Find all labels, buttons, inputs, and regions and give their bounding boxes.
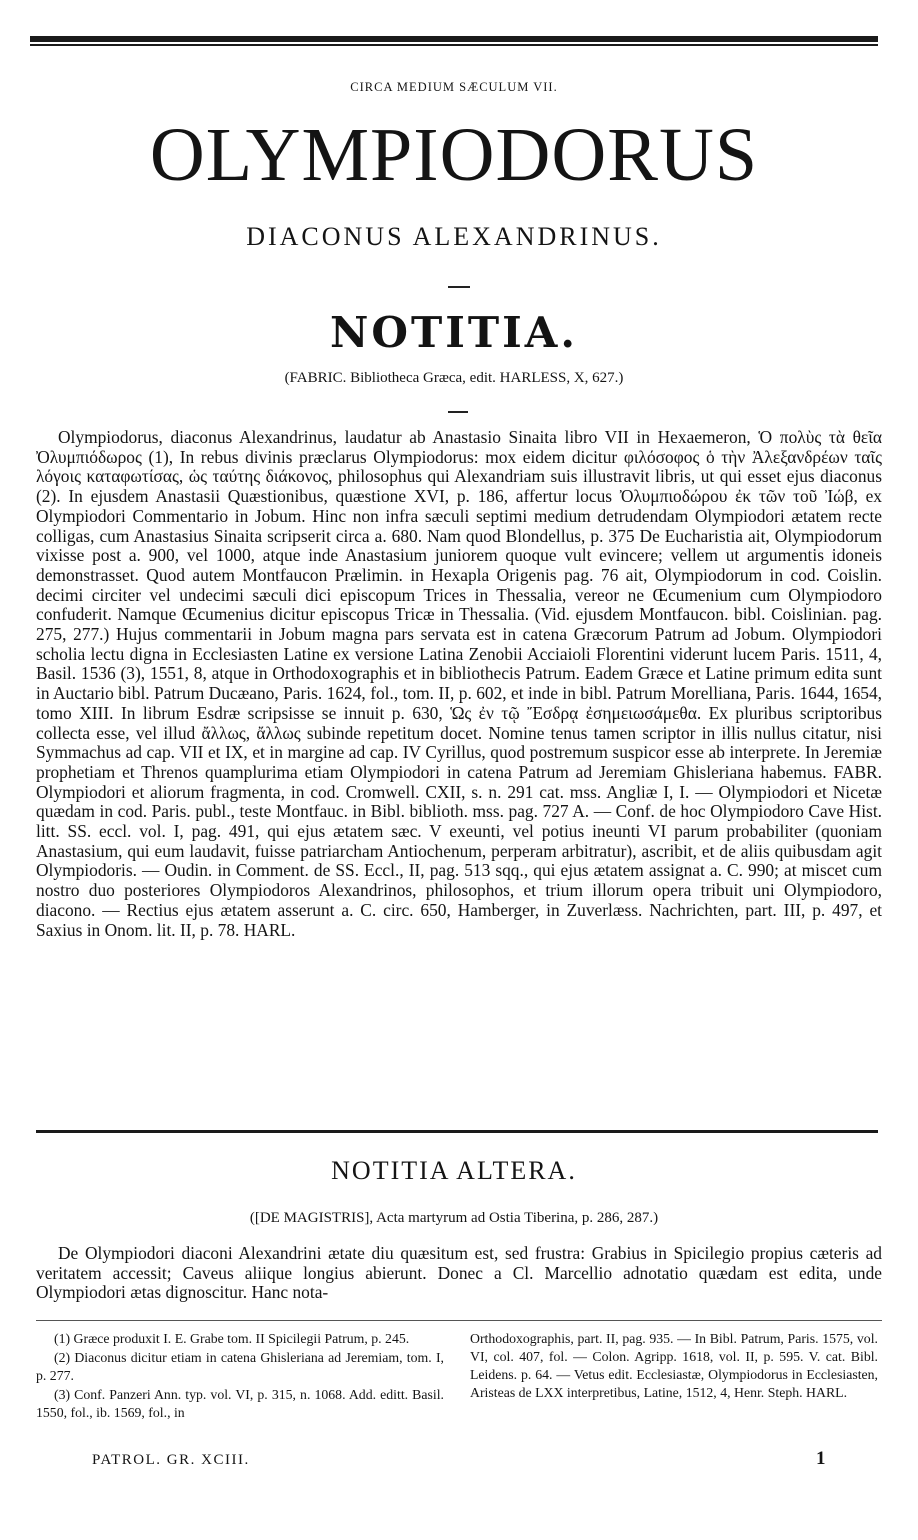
century-kicker: CIRCA MEDIUM SÆCULUM VII. bbox=[350, 80, 558, 94]
section-source: (FABRIC. Bibliotheca Græca, edit. HARLESS, X, 627.) bbox=[284, 370, 624, 386]
divider-dash bbox=[448, 411, 468, 413]
divider-dash bbox=[448, 286, 470, 288]
footnote: (3) Conf. Panzeri Ann. typ. vol. VI, p. 315, n. 1068. Add. editt. Basil. 1550, fol., ib. 1569, fol., in bbox=[36, 1387, 444, 1420]
top-rule-thin bbox=[30, 44, 878, 46]
footnotes-left-column bbox=[36, 1330, 444, 1423]
section-rule bbox=[36, 1130, 878, 1133]
page-number: 1 bbox=[816, 1448, 826, 1469]
volume-label: PATROL. GR. XCIII. bbox=[92, 1452, 250, 1468]
page-title: OLYMPIODORUS bbox=[149, 113, 759, 197]
footnote: (1) Græce produxit I. E. Grabe tom. II Spicilegii Patrum, p. 245. bbox=[54, 1331, 410, 1346]
footnote-continuation: Orthodoxographis, part. II, pag. 935. — In Bibl. Patrum, Paris. 1575, vol. VI, col. 407, fol. — Colon. Agripp. 1618, vol. II, p. 595. V. cat. Bibl. Leidens. p. 64. — Vetus edit. Ecclesiastæ, Olympiodorus in Ecclesiasten, Aristeas de LXX interpretibus, Latine, 1512, 4, Henr. Steph. HARL. bbox=[470, 1331, 878, 1400]
page-subtitle: DIACONUS ALEXANDRINUS. bbox=[246, 222, 662, 251]
footnote: (2) Diaconus dicitur etiam in catena Ghisleriana ad Jeremiam, tom. I, p. 277. bbox=[36, 1350, 444, 1383]
top-rule bbox=[30, 36, 878, 42]
section-source-altera: ([DE MAGISTRIS], Acta martyrum ad Ostia Tiberina, p. 286, 287.) bbox=[249, 1210, 659, 1226]
footnotes-right-column bbox=[470, 1330, 878, 1423]
altera-body: De Olympiodori diaconi Alexandrini ætate diu quæsitum est, sed frustra: Grabius in Spicilegio propius cæteris ad veritatem accessit; Caveus aliique longius abierunt. Donec a Cl. Marcellio adnotatio quædam est edita, unde Olympiodori ætas dignoscitur. Hanc nota- bbox=[36, 1243, 882, 1303]
footnotes bbox=[36, 1330, 878, 1423]
section-title: NOTITIA. bbox=[330, 308, 578, 357]
footnote-rule bbox=[36, 1320, 882, 1321]
notitia-body: Olympiodorus, diaconus Alexandrinus, laudatur ab Anastasio Sinaita libro VII in Hexaemeron, Ὁ πολὺς τὰ θεῖα Ὀλυμπιόδωρος (1), In rebus divinis præclarus Olympiodorus: mox eidem dicitur φιλόσοφος ὁ τὴν Ἀλεξανδρέων ταῖς λόγοις καταφωτίσας, ὡς ταύτης διάκονος, philosophus qui Alexandriam suis illustravit libris, ut qui esset ejus diaconus (2). In ejusdem Anastasii Quæstionibus, quæstione XVI, p. 186, affertur locus Ὀλυμπιοδώρου ἐκ τῶν τοῦ Ἰώβ, ex Olympiodori Commentario in Jobum. Hinc non infra sæculi septimi medium detrudendam Olympiodori ætatem recte colligas, cum Anastasius Sinaita scripserit circa a. 680. Nam quod Blondellus, p. 375 De Eucharistia ait, Olympiodorum vixisse post a. 900, vel 1000, atque inde Anastasium juniorem quoque vult evincere; vellem ut argumentis idoneis demonstrasset. Quod autem Montfaucon Prælimin. in Hexapla Origenis pag. 76 ait, Olympiodorum in cod. Coislin. decimi circiter vel undecimi sæculi dici episcopum Trices in Thessalia, vereor ne Œcumenium cum Olympiodoro confuderit. Namque Œcumenius dicitur episcopus Tricæ in Thessalia. (Vid. ejusdem Montfaucon. bibl. Coislinian. pag. 275, 277.) Hujus commentarii in Jobum magna pars servata est in catena Græcorum Patrum ad Jobum. Olympiodori scholia lectu digna in Ecclesiasten Latine ex versione Latina Zenobii Acciaioli Florentini viderunt lucem Paris. 1511, 4, Basil. 1536 (3), 1551, 8, atque in Orthodoxographis et in bibliothecis Patrum. Eadem Græce et Latine primum edita sunt in Auctario bibl. Patrum Ducæano, Paris. 1624, fol., tom. II, p. 602, et inde in bibl. Patrum Morelliana, Paris. 1644, 1654, tomo XIII. In librum Esdræ scripsisse se innuit p. 630, Ὡς ἐν τῷ Ἔσδρᾳ ἐσημειωσάμεθα. Ex pluribus scriptoribus collecta esse, vel illud ἄλλως, ἄλλως subinde repetitum docet. Nomine tenus tamen scriptor in illis nullus citatur, nisi Symmachus ad cap. VII et IX, et in margine ad cap. IV Cyrillus, quod postremum suspicor esse ab interprete. In Jeremiæ prophetiam et Threnos quamplurima etiam Olympiodori in catena Patrum ad Jeremiam Ghisleriana habemus. FABR. Olympiodori et aliorum fragmenta, in cod. Cromwell. CXII, s. n. 291 cat. mss. Angliæ I, I. — Olympiodori et Nicetæ quædam in cod. Paris. publ., teste Montfauc. in Bibl. biblioth. mss. pag. 727 A. — Conf. de hoc Olympiodoro Cave Hist. litt. SS. eccl. vol. I, pag. 491, qui ejus ætatem sæc. V exeunti, vel potius ineunti VI parum probabiliter (quoniam Anastasium, qui eum laudavit, fuisse patriarcham Antiochenum, perperam arbitratur), ascribit, et de aliis quibusdam agit Olympiodoris. — Oudin. in Comment. de SS. Eccl., II, pag. 513 sqq., qui ejus ætatem assignat a. C. 990; at miscet cum nostro duo posteriores Olympiodoros Alexandrinos, philosophos, et trium illorum opera tribuit uni Olympiodoro, diacono. — Rectius ejus ætatem asserunt a. C. circ. 650, Hamberger, in Zuverlæss. Nachrichten, part. III, p. 497, et Saxius in Onom. lit. II, p. 78. HARL. bbox=[36, 427, 882, 940]
section-title-altera: NOTITIA ALTERA. bbox=[331, 1156, 577, 1185]
